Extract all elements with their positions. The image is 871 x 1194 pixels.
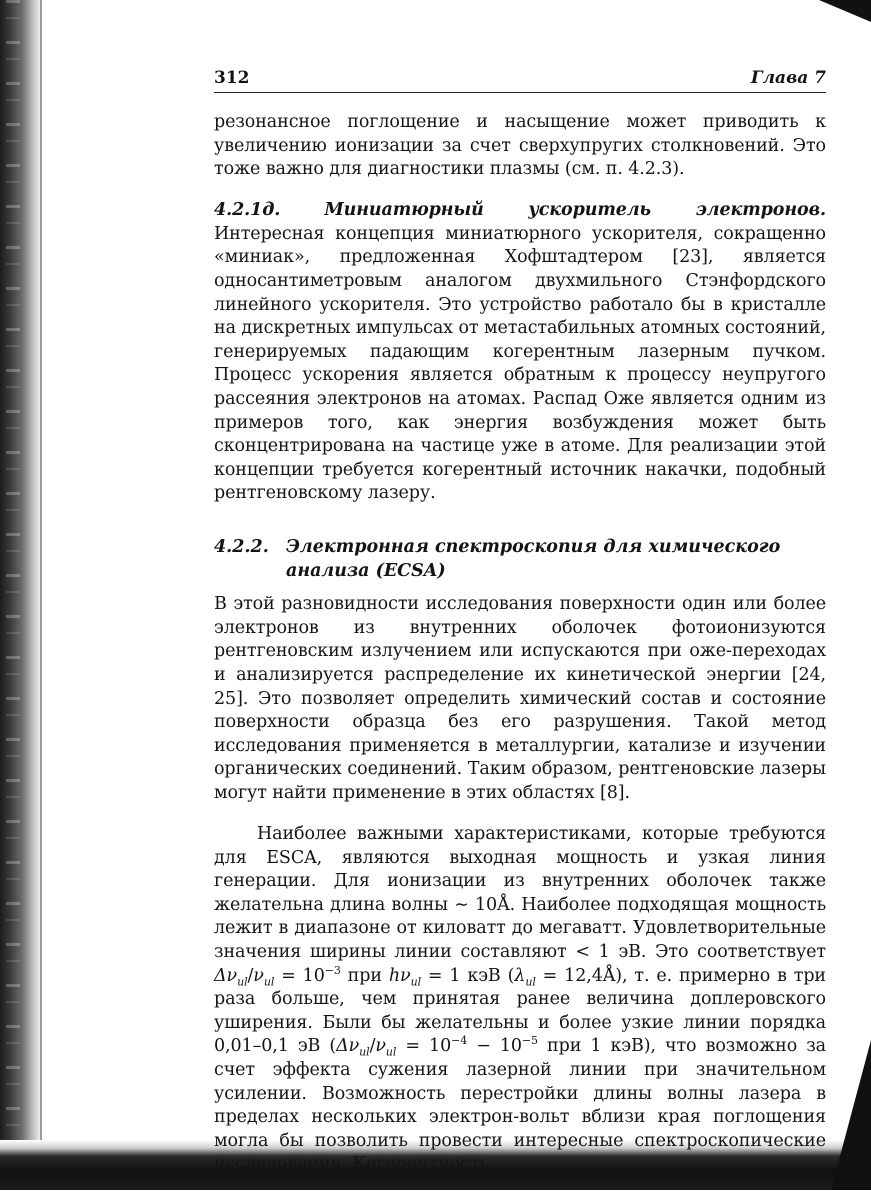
formula-equals: = 10 (396, 1036, 452, 1057)
formula-slash: / (247, 965, 254, 986)
formula-nu: ν (253, 965, 264, 986)
formula-equals: = 10 (274, 965, 325, 986)
formula-subscript: ul (359, 1045, 370, 1059)
subsection-number: 4.2.1д. (214, 200, 281, 221)
formula-subscript: ul (263, 975, 275, 989)
book-page (214, 66, 826, 1194)
formula-minus: − 10 (467, 1036, 522, 1057)
formula-subscript: ul (410, 975, 421, 989)
scan-corner-bottom-right (831, 1040, 871, 1190)
text-run: = 12,4Å), т. е. примерно в три раза больше, чем принятая ранее величина доплеровского уширения. Были бы желательны и более узкие линии порядка 0,01–0,1 эВ ( (214, 965, 826, 1057)
scan-corner-top-right (819, 0, 871, 22)
paragraph-continuation: резонансное поглощение и насыщение может приводить к увеличению ионизации за счет сверхупругих столкновений. Это тоже важно для диагностики плазмы (см. п. 4.2.3). (214, 112, 826, 180)
formula-exponent: −5 (521, 1034, 538, 1048)
formula-subscript: ul (525, 975, 536, 989)
subsection-body: Интересная концепция миниатюрного ускорителя, сокращенно «миниак», предложенная Хофштадтером [23], является односантиметровым аналогом двухмильного Стэнфордского линейного ускорителя. Это устройство работало бы в кристалле на дискретных импульсах от метастабильных атомных состояний, генерируемых падающим когерентным лазерным пучком. Процесс ускорения является обратным к процессу неупругого рассеяния электронов на атомах. Распад Оже является одним из примеров того, как энергия возбуждения может быть сконцентрирована на частице уже в атоме. Для реализации этой концепции требуется когерентный источник накачки, подобный рентгеновскому лазеру. (214, 223, 826, 504)
section-paragraph-1: В этой разновидности исследования поверхности один или более электронов из внутренних оболочек фотоионизуются рентгеновским излучением или испускаются при оже-переходах и анализируется распределение их кинетической энергии [24, 25]. Это позволяет определить химический состав и состояние поверхности образца без его разрушения. Такой метод исследования применяется в металлургии, катализе и изучении органических соединений. Таким образом, рентгеновские лазеры могут найти применение в этих областях [8]. (214, 594, 826, 803)
scan-page-edge (40, 0, 42, 1150)
formula-delta-nu: Δν (336, 1036, 360, 1057)
subsection-title: Миниатюрный ускоритель электронов. (324, 200, 826, 221)
page-number: 312 (214, 68, 250, 88)
section-paragraph-2 (214, 823, 826, 1177)
chapter-title: Глава 7 (750, 68, 826, 88)
section-heading (214, 536, 826, 583)
text-run: при (340, 965, 389, 986)
formula-subscript: ul (385, 1045, 397, 1059)
scan-binding-shadow (0, 0, 42, 1190)
formula-exponent: −4 (451, 1034, 468, 1048)
formula-lambda: λ (514, 965, 526, 986)
running-header (214, 66, 826, 93)
formula-exponent: −3 (324, 963, 341, 977)
formula-h-nu: hν (388, 965, 411, 986)
formula-subscript: ul (237, 975, 248, 989)
section-title: Электронная спектроскопия для химического анализа (ECSA) (286, 537, 781, 581)
formula-delta-nu: Δν (214, 965, 238, 986)
formula-nu: ν (375, 1036, 386, 1057)
formula-slash: / (369, 1036, 376, 1057)
text-run: Наиболее важными характеристиками, которые требуются для ESCA, являются выходная мощность и узкая линия генерации. Для ионизации из внутренних оболочек также желательна длина волны ∼ 10Å. Наиболее подходящая мощность лежит в диапазоне от киловатт до мегаватт. Удовлетворительные значения ширины линии составляют < 1 эВ. Это соответствует (214, 824, 826, 962)
text-run: при 1 кэВ), что возможно за счет эффекта сужения лазерной линии при значительном усилении. Возможность перестройки длины волны лазера в пределах нескольких электрон-вольт вблизи края поглощения могла бы позволить провести интересные спектроскопические исследования. Когерентность (214, 1036, 827, 1175)
subsection-paragraph (214, 199, 826, 506)
section-number: 4.2.2. (214, 537, 269, 557)
formula-equals: = 1 кэВ ( (420, 965, 515, 986)
